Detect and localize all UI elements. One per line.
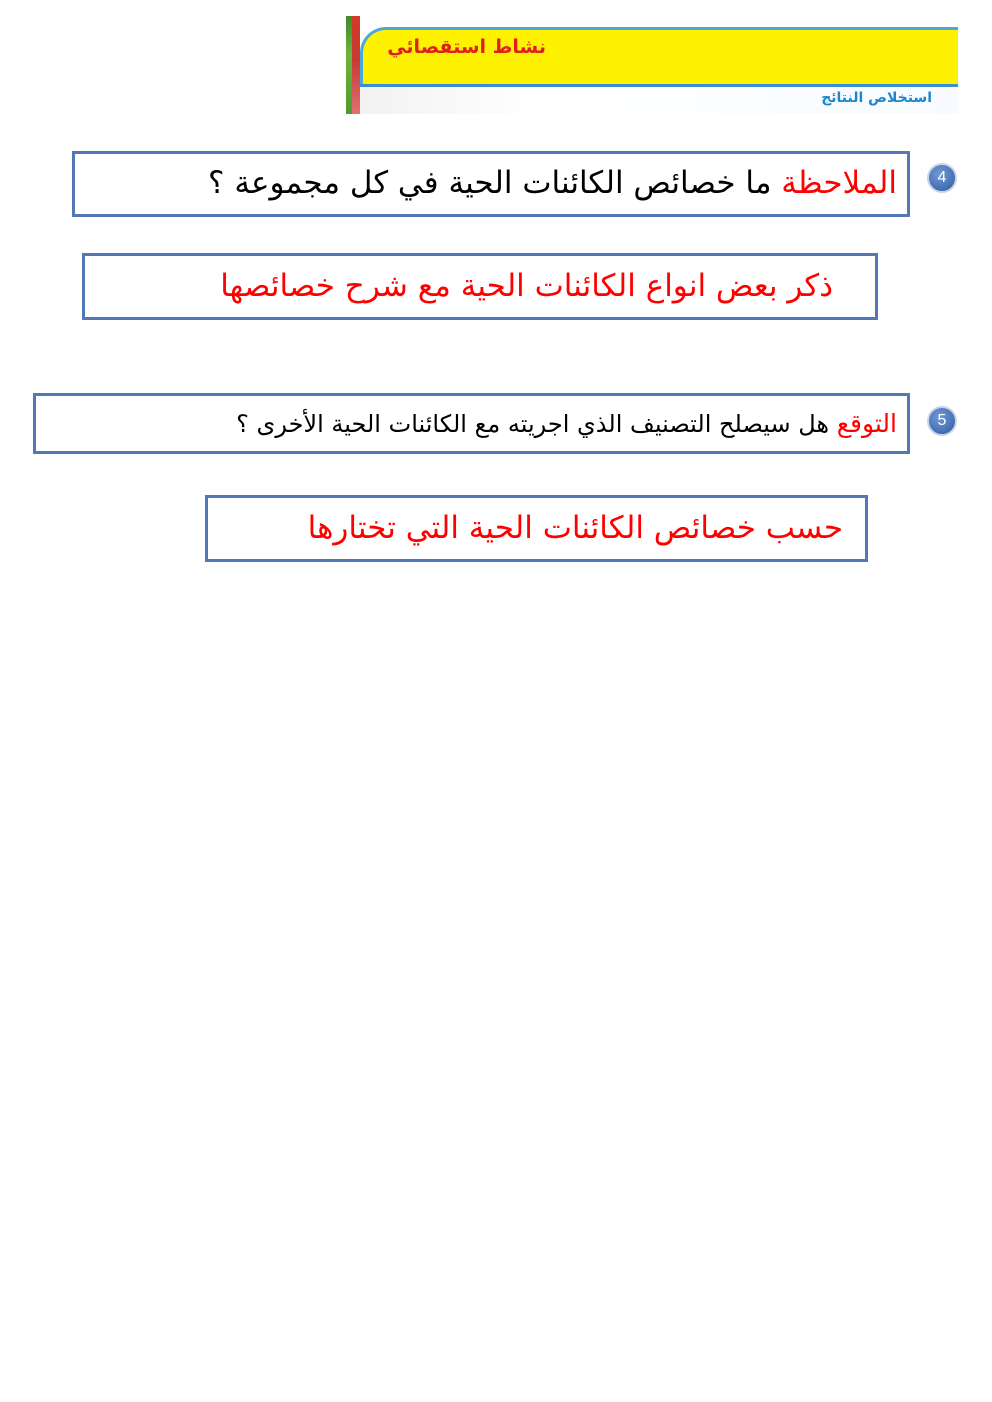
banner-subtitle: استخلاص النتائج	[821, 90, 932, 106]
banner-red-stripe	[352, 16, 360, 114]
question-label: الملاحظة	[781, 165, 897, 201]
question-number-badge: 4	[927, 163, 957, 193]
banner-title: نشاط استقصائي	[387, 36, 546, 58]
answer-text: ذكر بعض انواع الكائنات الحية مع شرح خصائصها	[220, 268, 833, 304]
answer-box-observation	[82, 253, 878, 320]
question-text: ما خصائص الكائنات الحية في كل مجموعة ؟	[208, 165, 772, 201]
question-text: هل سيصلح التصنيف الذي اجريته مع الكائنات الحية الأخرى ؟	[236, 410, 830, 438]
question-box-observation	[72, 151, 910, 217]
answer-box-prediction	[205, 495, 868, 562]
question-box-prediction	[33, 393, 910, 454]
activity-banner	[346, 16, 958, 114]
question-number-badge: 5	[927, 406, 957, 436]
answer-text: حسب خصائص الكائنات الحية التي تختارها	[307, 510, 843, 546]
question-label: التوقع	[836, 409, 897, 438]
